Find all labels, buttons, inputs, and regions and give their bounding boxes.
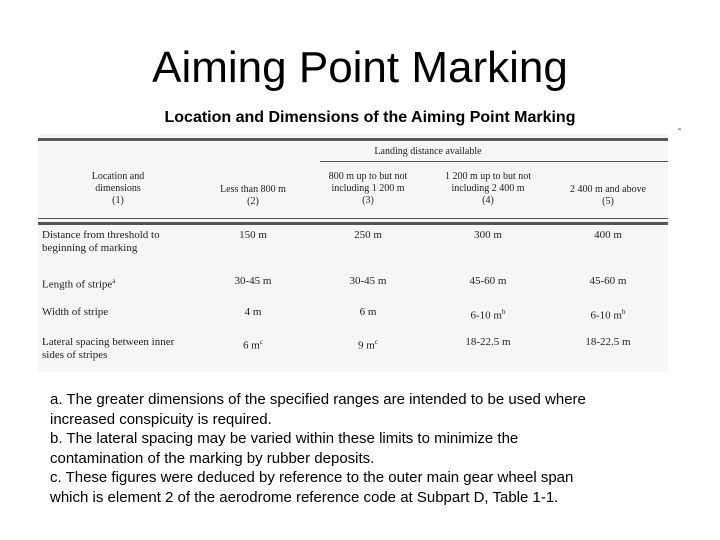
- row-label-distance: Distance from threshold to beginning of marking: [42, 229, 160, 254]
- cell-spacing-3-sup: c: [374, 338, 378, 346]
- col-header-4: [428, 171, 548, 207]
- cell-width-5-text: 6-10 m: [590, 309, 622, 322]
- cell-length-4: 45-60 m: [469, 275, 507, 287]
- cell-spacing-4: 18-22.5 m: [465, 336, 511, 348]
- col-header-5-text: 2 400 m and above: [569, 184, 647, 195]
- footnotes: [50, 390, 670, 507]
- cell-width-4-sup: b: [501, 308, 506, 316]
- col-header-3-num: (3): [362, 195, 374, 206]
- note-b-line-1: b. The lateral spacing may be varied within these limits to minimize the: [50, 430, 519, 447]
- cell-length-2: 30-45 m: [234, 275, 272, 287]
- dimensions-table: [38, 134, 668, 372]
- col-header-2-text: Less than 800 m: [220, 184, 286, 195]
- col-header-1-text: Location and dimensions: [91, 171, 145, 194]
- note-a-line-1: a. The greater dimensions of the specified ranges are intended to be used where: [50, 391, 586, 408]
- page-title: Aiming Point Marking: [152, 43, 568, 92]
- cell-distance-5: 400 m: [594, 229, 622, 241]
- table-top-rule: [38, 138, 668, 141]
- col-header-1-num: (1): [112, 195, 124, 206]
- cell-spacing-5: 18-22.5 m: [585, 336, 631, 348]
- cell-distance-4: 300 m: [474, 229, 502, 241]
- col-header-4-num: (4): [482, 195, 494, 206]
- note-b-line-2: contamination of the marking by rubber deposits.: [50, 449, 375, 467]
- header-rule-lower: [38, 222, 668, 225]
- col-header-4-text: 1 200 m up to but not including 2 400 m: [444, 171, 532, 194]
- cell-width-2: 4 m: [244, 306, 262, 318]
- col-header-1: [58, 171, 178, 207]
- cell-spacing-2-text: 6 m: [243, 339, 260, 352]
- row-label-length-text: Length of stripe: [42, 278, 113, 291]
- cell-width-4: [428, 306, 548, 323]
- cell-width-5-sup: b: [621, 308, 626, 316]
- cell-length-3: 30-45 m: [349, 275, 387, 287]
- cell-distance-3: 250 m: [354, 229, 382, 241]
- group-header-rule: [320, 161, 668, 162]
- row-label-spacing: Lateral spacing between inner sides of stripes: [42, 336, 175, 361]
- cell-spacing-3-text: 9 m: [358, 339, 375, 352]
- page-subtitle: Location and Dimensions of the Aiming Point Marking: [164, 109, 576, 126]
- cell-spacing-2-sup: c: [259, 338, 263, 346]
- cell-distance-2: 150 m: [239, 229, 267, 241]
- col-header-5: [548, 184, 668, 208]
- note-c-line-1: c. These figures were deduced by reference to the outer main gear wheel span: [50, 469, 574, 486]
- cell-width-4-text: 6-10 m: [470, 309, 502, 322]
- header-rule-upper: [38, 218, 668, 219]
- cell-width-5: [548, 306, 668, 323]
- col-header-2: [198, 184, 308, 208]
- col-header-3-text: 800 m up to but not including 1 200 m: [328, 171, 408, 194]
- note-a-line-2: increased conspicuity is required.: [50, 410, 272, 428]
- col-header-3: [308, 171, 428, 207]
- stray-dash: -: [678, 124, 682, 135]
- cell-spacing-2: [198, 336, 308, 353]
- cell-length-5: 45-60 m: [589, 275, 627, 287]
- cell-width-3: 6 m: [359, 306, 377, 318]
- cell-spacing-3: [308, 336, 428, 353]
- row-label-length-sup: a: [112, 277, 116, 285]
- row-label-width: Width of stripe: [42, 306, 109, 318]
- group-header: Landing distance available: [374, 146, 482, 157]
- note-c-line-2: which is element 2 of the aerodrome reference code at Subpart D, Table 1-1.: [50, 488, 559, 506]
- col-header-5-num: (5): [602, 196, 614, 207]
- col-header-2-num: (2): [247, 196, 259, 207]
- row-label-length: [42, 275, 202, 292]
